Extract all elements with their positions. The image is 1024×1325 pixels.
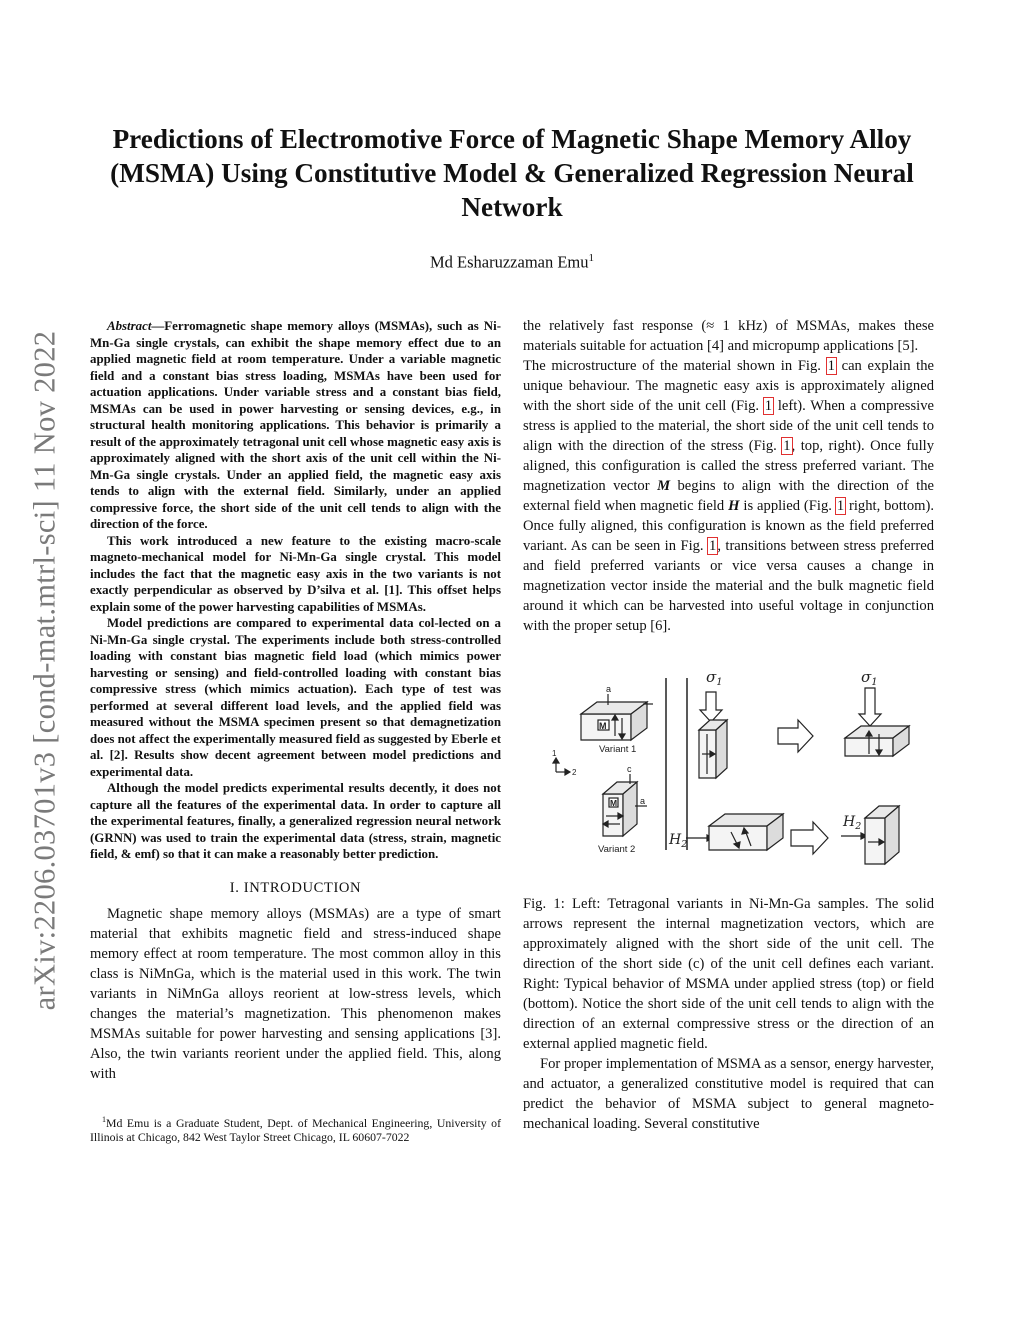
fig-ref-link[interactable]: 1 xyxy=(764,398,773,414)
sigma-label-1: $\sigma_1$ xyxy=(706,668,723,688)
p2-text-d: , top, right). Once fully aligned, this configuration is called the stress preferred variant. The magnetization vector xyxy=(523,438,935,494)
figure-1 xyxy=(523,664,934,894)
abstract-dash: — xyxy=(151,319,165,333)
section-heading-introduction: I. INTRODUCTION xyxy=(229,879,362,896)
abstract-text-1: Ferromagnetic shape memory alloys (MSMAs), such as Ni-Mn-Ga single crystals, can exhibit the shape memory effect due to an applied magnetic field at room temperature. Under a variable magnetic field and a constant bias stress loading, MSMAs have been used for actuation applications. Under variable stress and a constant bias field, MSMAs can be used in power harvesting or sensing devices, e.g., in structural health monitoring applications. This behavior is primarily a result of the approximately tetragonal unit cell whose magnetic easy axis is approximately aligned with the short axis of the unit cell within the Ni-Mn-Ga single crystals. Under an applied field, the magnetic easy axis tends to align with the external field. Similarly, under an applied compressive force, the short side of the unit cell tends to align with the direction of the force. xyxy=(90,319,501,531)
h-label-1: $H_2$ xyxy=(669,832,688,850)
abstract-paragraph-2: This work introduced a new feature to the existing macro-scale magneto-mechanical model for Ni-Mn-Ga single crystal. This model includes the fact that the magnetic easy axis in the two variants is not exactly perpendicular as observed by D’silva et al. [1]. This offset helps explain some of the power harvesting capabilities of MSMAs. xyxy=(90,533,501,614)
abstract-label: Abstract xyxy=(107,319,152,333)
right-paragraph-1: the relatively fast response (≈ 1 kHz) of MSMAs, makes these materials suitable for actuation [4] and micropump applications [5]. xyxy=(523,318,934,354)
symbol-M: M xyxy=(657,478,671,494)
label-M-2: M xyxy=(610,798,618,808)
p2-text-f: is applied (Fig. xyxy=(739,498,836,514)
left-column xyxy=(90,318,501,1145)
p2-text-h: , transitions between stress preferred and field preferred variants or vice versa causes a change in magnetization vector inside the material and the bulk magnetic field around it which can be harvested into useful voltage in conjunction with the proper setup [6]. xyxy=(523,538,934,634)
footnote-text: Md Emu is a Graduate Student, Dept. of Mechanical Engineering, University of Illinois at Chicago, 842 West Taylor Street Chicago, IL 60607-7022 xyxy=(90,1115,501,1145)
sigma-label-2: $\sigma_1$ xyxy=(861,668,878,688)
tall-box-side xyxy=(716,720,727,778)
figure-1-diagram xyxy=(523,664,934,894)
label-a-2: a xyxy=(640,796,646,806)
label-M: M xyxy=(599,721,607,731)
right-column xyxy=(523,316,934,1134)
abstract xyxy=(90,318,501,863)
author-affil-mark: 1 xyxy=(588,252,595,264)
label-variant1: Variant 1 xyxy=(599,744,637,755)
intro-paragraph-1: Magnetic shape memory alloys (MSMAs) are a type of smart material that exhibits magnetic field and stress-induced shape memory effect at room temperature. The most common alloy in this class is NiMnGa, which is the material used in this work. The twin variants in NiMnGa alloys reorient at low-stress levels, which changes the material’s magnetization. This phenomenon makes MSMAs suitable for power harvesting and sensing applications [3]. Also, the twin variants reorient under the applied field. This, along with xyxy=(90,905,501,1082)
right-paragraph-2 xyxy=(523,356,934,636)
abstract-paragraph-1 xyxy=(90,318,501,533)
label-a: a xyxy=(606,684,612,694)
label-axis-1: 1 xyxy=(552,749,557,758)
transition-arrow-bottom xyxy=(791,822,828,854)
figure-1-caption: Fig. 1: Left: Tetragonal variants in Ni-Mn-Ga samples. The solid arrows represent the internal magnetization vectors, which are approximately aligned with the short side of the unit cell. The direction of the short side (c) of the unit cell defines each variant. Right: Typical behavior of MSMA under applied stress (top) or field (bottom). Notice the short side of the unit cell tends to align with the direction of an external compressive stress or the direction of an external applied magnetic field. xyxy=(523,896,934,1052)
fig-ref-link[interactable]: 1 xyxy=(709,538,717,554)
arxiv-watermark xyxy=(20,290,70,1050)
fig-ref-link[interactable]: 1 xyxy=(783,438,791,454)
paper-title: Predictions of Electromotive Force of Magnetic Shape Memory Alloy (MSMA) Using Constitutive Model & Generalized Regression Neural Network xyxy=(110,124,914,222)
fig-ref-link[interactable]: 1 xyxy=(827,358,835,374)
fig-ref-link[interactable]: 1 xyxy=(836,498,845,514)
p2-text-c: left). When a compressive stress is applied to the material, the short side of the unit cell tends to align with the direction of the stress (Fig. xyxy=(523,398,934,454)
symbol-H: H xyxy=(728,498,740,514)
p2-text-e: begins to align with the direction of the external field when magnetic field xyxy=(523,478,934,514)
author-name: Md Esharuzzaman Emu xyxy=(429,252,589,272)
author-line xyxy=(90,252,934,273)
right-paragraph-3: For proper implementation of MSMA as a sensor, energy harvester, and actuator, a generalized constitutive model is required that can predict the behavior of MSMA subject to general magneto-mechanical loading. Several constitutive xyxy=(523,1056,934,1132)
p2-text-g: right, bottom). Once fully aligned, this configuration is known as the field preferred variant. As can be seen in Fig. xyxy=(523,498,934,554)
label-c: c xyxy=(627,764,632,774)
stress-arrow-2 xyxy=(859,688,881,726)
label-variant2: Variant 2 xyxy=(598,844,636,855)
h-label-2: $H_2$ xyxy=(843,814,862,832)
footnote xyxy=(90,1112,501,1146)
abstract-paragraph-4: Although the model predicts experimental results decently, it does not capture all the features of the experimental data. In order to capture all the experimental features, finally, a generalized regression neural network (GRNN) was used to train the experimental data (stress, strain, magnetic field, & emf) so that it can make a reasonably better prediction. xyxy=(90,781,501,861)
arxiv-id: arXiv:2206.03701v3 [cond-mat.mtrl-sci] 11 Nov 2022 xyxy=(27,330,62,1010)
abstract-paragraph-3: Model predictions are compared to experimental data col-lected on a Ni-Mn-Ga single crystal. The experiments include both stress-controlled loading with constant bias magnetic field load (which mimics power harvesting or sensing) and field-controlled loading with constant bias compressive stress (which mimics actuation). Each type of test was performed at several different load levels, and the applied field was measured without the MSMA specimen present so that demagnetization does not affect the experimentally measured field as suggested by Eberle et al. [2]. Results show decent agreement between model predictions and experimental data. xyxy=(90,616,501,779)
p2-text-b: can explain the unique behaviour. The magnetic easy axis is approximately aligned with the short side of the unit cell (Fig. xyxy=(523,358,935,414)
footnote-mark: 1 xyxy=(102,1114,106,1124)
stress-arrow-1 xyxy=(700,692,722,722)
label-axis-2: 2 xyxy=(572,768,577,777)
p2-text-a: The microstructure of the material shown in Fig. xyxy=(523,358,827,374)
transition-arrow-top xyxy=(778,720,813,752)
